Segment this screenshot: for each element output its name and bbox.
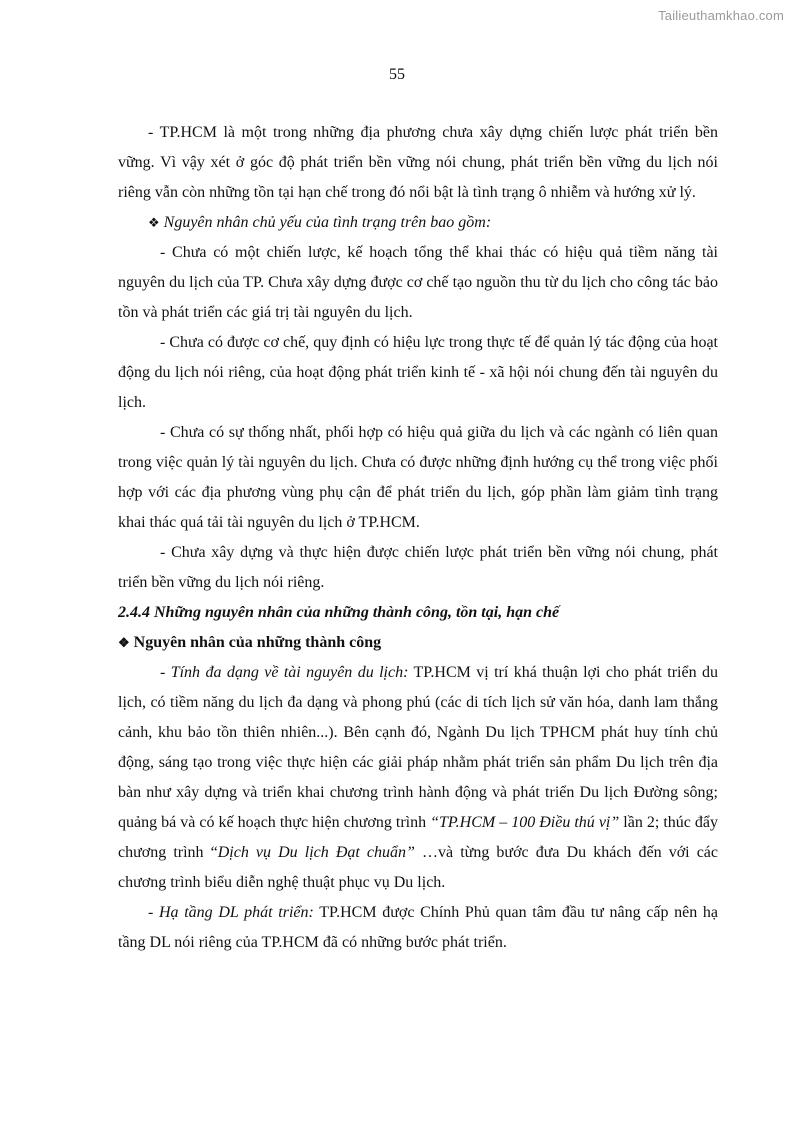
paragraph: - Chưa xây dựng và thực hiện được chiến lược phát triển bền vững nói chung, phát triển bền vững du lịch nói riêng. bbox=[118, 544, 718, 591]
paragraph: - Chưa có được cơ chế, quy định có hiệu lực trong thực tế để quản lý tác động của hoạt động du lịch nói riêng, của hoạt động phát triển kinh tế - xã hội nói chung đến tài nguyên du lịch. bbox=[118, 334, 718, 411]
paragraph-text: TP.HCM vị trí khá thuận lợi cho phát triển du lịch, có tiềm năng du lịch đa dạng và phong phú (các di tích lịch sử văn hóa, danh lam thắng cảnh, khu bảo tồn thiên nhiên...). Bên cạnh đó, Ngành Du lịch TPHCM phát huy tính chủ động, sáng tạo trong việc thực hiện các giải pháp nhằm phát triển sản phẩm Du lịch trên địa bàn như xây dựng và triển khai chương trình hành động và phát triển Du lịch Đường sông; quảng bá và có kế hoạch thực hiện chương trình bbox=[118, 664, 718, 831]
paragraph-text: lần 2; thúc đẩy chương trình “ bbox=[118, 814, 718, 861]
paragraph-text: …và từng bước đưa Du khách đến với các chương trình biểu diễn nghệ thuật phục vụ Du lịch. bbox=[118, 844, 719, 891]
paragraph-text: TP.HCM được Chính Phủ quan tâm đầu tư nâng cấp nên hạ tầng DL nói riêng của TP.HCM đã có những bước phát triển. bbox=[118, 904, 719, 951]
paragraph: - TP.HCM là một trong những địa phương chưa xây dựng chiến lược phát triển bền vững. Vì vậy xét ở góc độ phát triển bền vững nói chung, phát triển bền vững du lịch nói riêng vẫn còn những tồn tại hạn chế trong đó nổi bật là tình trạng ô nhiễm và hướng xử lý. bbox=[118, 124, 718, 201]
quote-text: “TP.HCM – 100 Điều thú vị” bbox=[430, 814, 620, 831]
paragraph: - Chưa có một chiến lược, kế hoạch tổng thể khai thác có hiệu quả tiềm năng tài nguyên du lịch của TP. Chưa xây dựng được cơ chế tạo nguồn thu từ du lịch cho công tác bảo tồn và phát triển các giá trị tài nguyên du lịch. bbox=[118, 244, 718, 321]
paragraph bbox=[118, 658, 718, 898]
subheading-success bbox=[118, 628, 718, 658]
subheading-success-text: Nguyên nhân của những thành công bbox=[133, 634, 382, 651]
section-heading: 2.4.4 Những nguyên nhân của những thành công, tồn tại, hạn chế bbox=[118, 604, 560, 621]
subheading-causes-text: Nguyên nhân chủ yếu của tình trạng trên bao gồm: bbox=[163, 214, 492, 231]
page-number: 55 bbox=[389, 66, 405, 83]
subheading-causes bbox=[118, 208, 718, 238]
paragraph-lead: - Hạ tầng DL phát triển: bbox=[148, 904, 314, 921]
diamond-bullet-icon: ❖ bbox=[148, 215, 160, 230]
watermark: Tailieuthamkhao.com bbox=[658, 8, 784, 23]
paragraph: - Chưa có sự thống nhất, phối hợp có hiệu quả giữa du lịch và các ngành có liên quan trong việc quản lý tài nguyên du lịch. Chưa có được những định hướng cụ thể trong việc phối hợp với các địa phương vùng phụ cận để phát triển du lịch, góp phần làm giảm tình trạng khai thác quá tải tài nguyên du lịch ở TP.HCM. bbox=[118, 424, 718, 531]
paragraph bbox=[118, 898, 718, 958]
document-body bbox=[118, 118, 718, 958]
diamond-bullet-icon: ❖ bbox=[118, 635, 130, 650]
quote-text: Dịch vụ Du lịch Đạt chuẩn” bbox=[217, 844, 415, 861]
paragraph-lead: - Tính đa dạng về tài nguyên du lịch: bbox=[160, 664, 409, 681]
